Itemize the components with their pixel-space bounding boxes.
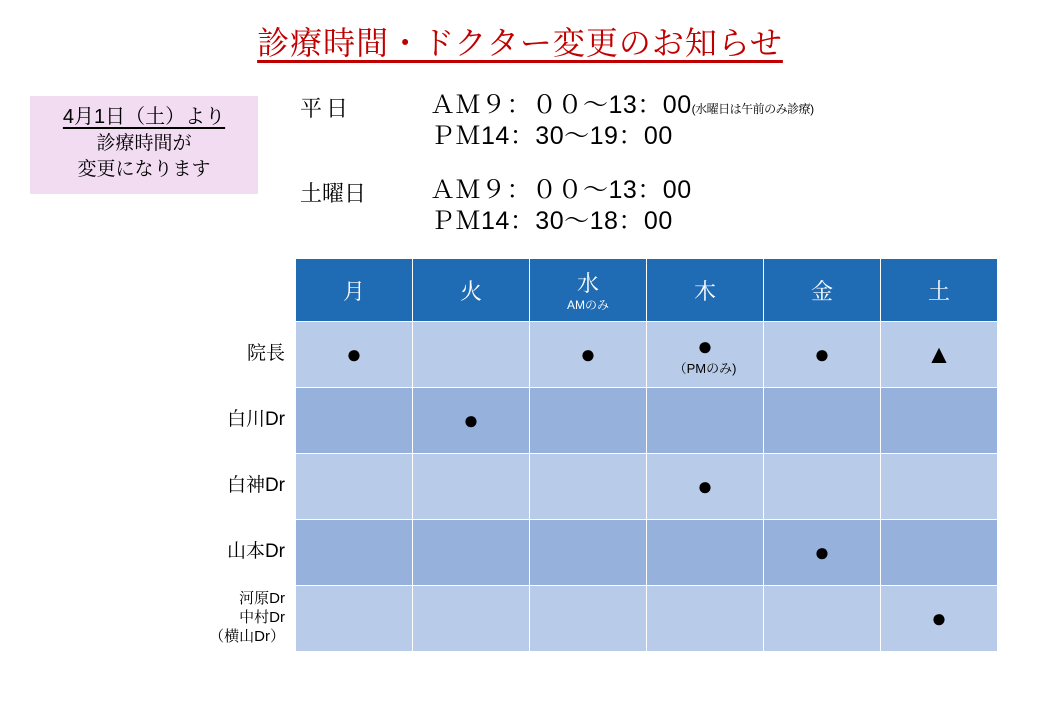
table-row [105, 586, 998, 652]
saturday-label: 土曜日 [300, 180, 367, 206]
schedule-cell [764, 586, 881, 652]
schedule-column-subnote: AMのみ [566, 298, 609, 313]
schedule-cell [413, 586, 530, 652]
schedule-row-label: 河原Dr 中村Dr （横山Dr） [105, 586, 296, 652]
weekday-am-value: ＡＭ９：００〜13：00 [430, 91, 692, 119]
page-title: 診療時間・ドクター変更のお知らせ [257, 25, 783, 61]
weekday-am-note: (水曜日は午前のみ診療) [691, 102, 814, 116]
weekday-label: 平日 [300, 96, 353, 121]
availability-mark: ▲ [926, 338, 952, 369]
schedule-cell [530, 388, 647, 454]
saturday-am-time: ＡＭ９：００〜13：00 [430, 175, 692, 204]
schedule-cell [530, 454, 647, 520]
schedule-column-day: 水 [576, 271, 599, 297]
availability-mark: ● [931, 602, 947, 633]
schedule-cell [764, 454, 881, 520]
schedule-column-header [296, 259, 413, 322]
weekday-times [430, 90, 940, 153]
schedule-cell [647, 388, 764, 454]
schedule-cell [296, 322, 413, 388]
schedule-cell [413, 388, 530, 454]
weekday-am-time [430, 90, 940, 121]
availability-mark: ● [697, 330, 713, 361]
schedule-cell [647, 520, 764, 586]
schedule-column-day: 月 [342, 278, 365, 304]
doctor-schedule [105, 258, 998, 652]
schedule-cell [881, 520, 998, 586]
schedule-change-notice [30, 96, 258, 194]
schedule-cell [881, 388, 998, 454]
schedule-cell [647, 586, 764, 652]
schedule-cell [530, 322, 647, 388]
availability-mark: ● [697, 470, 713, 501]
availability-mark: ● [346, 338, 362, 369]
schedule-column-header [881, 259, 998, 322]
schedule-row-label: 白川Dr [105, 388, 296, 454]
table-row [105, 388, 998, 454]
availability-mark: ● [814, 338, 830, 369]
schedule-row-label: 白神Dr [105, 454, 296, 520]
notice-text-line-2: 変更になります [77, 158, 211, 180]
schedule-column-day: 土 [927, 278, 950, 304]
table-row [105, 454, 998, 520]
schedule-cell [413, 520, 530, 586]
schedule-cell [881, 322, 998, 388]
notice-effective-date: 4月1日（土）より [62, 106, 226, 128]
availability-mark: ● [580, 338, 596, 369]
schedule-cell [413, 322, 530, 388]
saturday-pm-time: ＰＭ14：30〜18：00 [430, 206, 673, 235]
schedule-header-row [105, 259, 998, 322]
opening-hours [300, 90, 940, 245]
weekday-hours-row [300, 90, 940, 153]
table-row [105, 520, 998, 586]
schedule-column-day: 火 [459, 278, 482, 304]
schedule-column-header [647, 259, 764, 322]
saturday-hours-row [300, 175, 940, 238]
schedule-cell [530, 520, 647, 586]
schedule-column-header [413, 259, 530, 322]
weekday-pm-time: ＰＭ14：30〜19：00 [430, 122, 673, 151]
notice-text-line-1: 診療時間が [96, 133, 192, 154]
schedule-cell [296, 520, 413, 586]
schedule-column-header [764, 259, 881, 322]
schedule-cell [530, 586, 647, 652]
schedule-row-label: 院長 [105, 322, 296, 388]
schedule-cell [296, 586, 413, 652]
schedule-cell [296, 388, 413, 454]
schedule-cell [296, 454, 413, 520]
saturday-times [430, 175, 940, 238]
schedule-cell [881, 586, 998, 652]
availability-note: （PMのみ) [673, 360, 737, 376]
schedule-cell [881, 454, 998, 520]
schedule-cell [413, 454, 530, 520]
availability-mark: ● [814, 536, 830, 567]
schedule-table-head [105, 259, 998, 322]
schedule-row-label: 山本Dr [105, 520, 296, 586]
table-row [105, 322, 998, 388]
schedule-cell [764, 520, 881, 586]
schedule-column-day: 金 [810, 278, 833, 304]
schedule-cell [647, 454, 764, 520]
schedule-table-body [105, 322, 998, 652]
table-corner-cell [105, 259, 296, 322]
schedule-table [105, 258, 998, 652]
schedule-column-header [530, 259, 647, 322]
schedule-cell [764, 388, 881, 454]
schedule-cell [764, 322, 881, 388]
availability-mark: ● [463, 404, 479, 435]
schedule-column-day: 木 [693, 278, 716, 304]
schedule-cell [647, 322, 764, 388]
